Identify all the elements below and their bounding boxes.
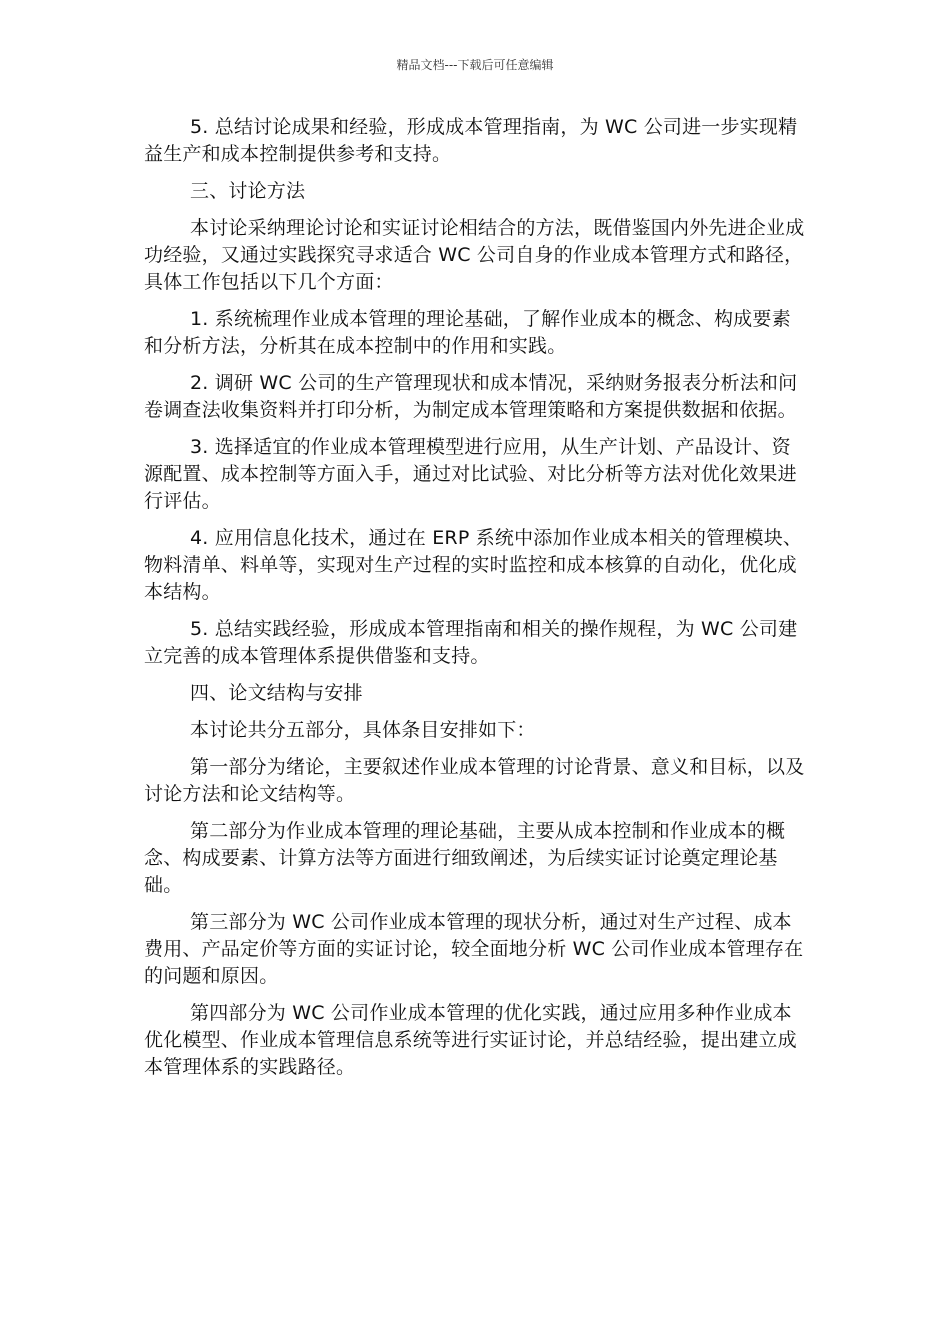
- document-body: [144, 114, 808, 1091]
- paragraph-part-2: 第二部分为作业成本管理的理论基础，主要从成本控制和作业成本的概念、构成要素、计算方法等方面进行细致阐述，为后续实证讨论奠定理论基础。: [144, 820, 786, 896]
- section-heading-methods: 三、讨论方法: [190, 180, 306, 202]
- paragraph-part-4: 第四部分为 WC 公司作业成本管理的优化实践，通过应用多种作业成本优化模型、作业成本管理信息系统等进行实证讨论，并总结经验，提出建立成本管理体系的实践路径。: [144, 1002, 797, 1078]
- paragraph-part-3: 第三部分为 WC 公司作业成本管理的现状分析，通过对生产过程、成本费用、产品定价等方面的实证讨论，较全面地分析 WC 公司作业成本管理存在的问题和原因。: [144, 911, 804, 987]
- paragraph-methods-intro: 本讨论采纳理论讨论和实证讨论相结合的方法，既借鉴国内外先进企业成功经验，又通过实践探究寻求适合 WC 公司自身的作业成本管理方式和路径，具体工作包括以下几个方面：: [144, 217, 805, 293]
- paragraph-method-2: 2. 调研 WC 公司的生产管理现状和成本情况，采纳财务报表分析法和问卷调查法收集资料并打印分析，为制定成本管理策略和方案提供数据和依据。: [144, 372, 798, 421]
- paragraph-method-1: 1. 系统梳理作业成本管理的理论基础，了解作业成本的概念、构成要素和分析方法，分析其在成本控制中的作用和实践。: [144, 308, 791, 357]
- paragraph-structure-intro: 本讨论共分五部分，具体条目安排如下：: [190, 719, 536, 741]
- paragraph-method-4: 4. 应用信息化技术，通过在 ERP 系统中添加作业成本相关的管理模块、物料清单、料单等，实现对生产过程的实时监控和成本核算的自动化，优化成本结构。: [144, 527, 803, 603]
- paragraph-method-5: 5. 总结实践经验，形成成本管理指南和相关的操作规程，为 WC 公司建立完善的成本管理体系提供借鉴和支持。: [144, 618, 798, 667]
- page-header: 精品文档---下载后可任意编辑: [396, 58, 554, 72]
- paragraph-part-1: 第一部分为绪论，主要叙述作业成本管理的讨论背景、意义和目标，以及讨论方法和论文结构等。: [144, 756, 805, 805]
- paragraph-method-3: 3. 选择适宜的作业成本管理模型进行应用，从生产计划、产品设计、资源配置、成本控制等方面入手，通过对比试验、对比分析等方法对优化效果进行评估。: [144, 436, 797, 512]
- section-heading-structure: 四、论文结构与安排: [190, 682, 363, 704]
- paragraph-item-5-summary: 5. 总结讨论成果和经验，形成成本管理指南，为 WC 公司进一步实现精益生产和成本控制提供参考和支持。: [144, 116, 798, 165]
